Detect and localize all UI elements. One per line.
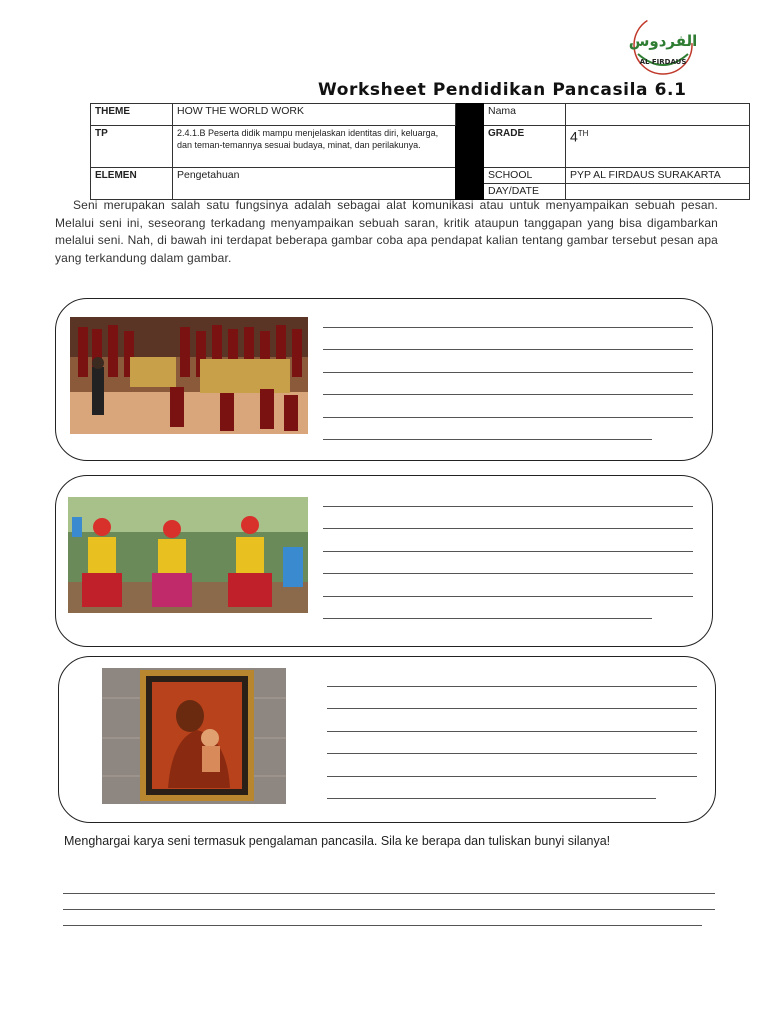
intro-paragraph: Seni merupakan salah satu fungsinya adalah sebagai alat komunikasi atau untuk menyampaikan sebuah pesan. Melalui seni ini, seseorang terkadang menyampaikan sebuah saran, kritik ataupun tanggapan yang bisa digambarkan melalui seni. Nah, di bawah ini terdapat beberapa gambar coba apa pendapat kalian tentang gambar tersebut pesan apa yang terkandung dalam gambar. xyxy=(55,198,718,265)
school-value: PYP AL FIRDAUS SURAKARTA xyxy=(566,168,750,184)
grade-label: GRADE xyxy=(484,126,566,168)
nama-field[interactable] xyxy=(566,104,750,126)
question-answer-lines[interactable] xyxy=(63,878,715,926)
question-text: Menghargai karya seni termasuk pengalaman pancasila. Sila ke berapa dan tuliskan bunyi silanya! xyxy=(64,834,611,848)
logo-name-text: AL FIRDAUS xyxy=(639,58,687,66)
theme-label: THEME xyxy=(91,104,173,126)
worksheet-title: Worksheet Pendidikan Pancasila 6.1 xyxy=(318,80,687,100)
nama-label: Nama xyxy=(484,104,566,126)
theme-value: HOW THE WORLD WORK xyxy=(173,104,456,126)
school-logo xyxy=(628,14,698,80)
logo-arabic-text: الفردوس xyxy=(628,32,698,50)
answer-lines-1[interactable] xyxy=(323,305,693,440)
elemen-label: ELEMEN xyxy=(91,168,173,200)
angklung-orchestra-photo xyxy=(70,317,308,434)
tp-label: TP xyxy=(91,126,173,168)
framed-mother-child-painting xyxy=(102,668,286,804)
answer-lines-2[interactable] xyxy=(323,484,693,619)
elemen-value: Pengetahuan xyxy=(173,168,456,200)
traditional-dancers-photo xyxy=(68,497,308,613)
daydate-label: DAY/DATE xyxy=(484,184,566,200)
school-label: SCHOOL xyxy=(484,168,566,184)
info-table xyxy=(90,103,750,200)
answer-lines-3[interactable] xyxy=(327,664,697,799)
tp-value: 2.4.1.B Peserta didik mampu menjelaskan identitas diri, keluarga, dan teman-temannya sesuai budaya, minat, dan perilakunya. xyxy=(173,126,456,168)
grade-value: 4TH xyxy=(566,126,750,168)
table-divider xyxy=(456,104,484,200)
